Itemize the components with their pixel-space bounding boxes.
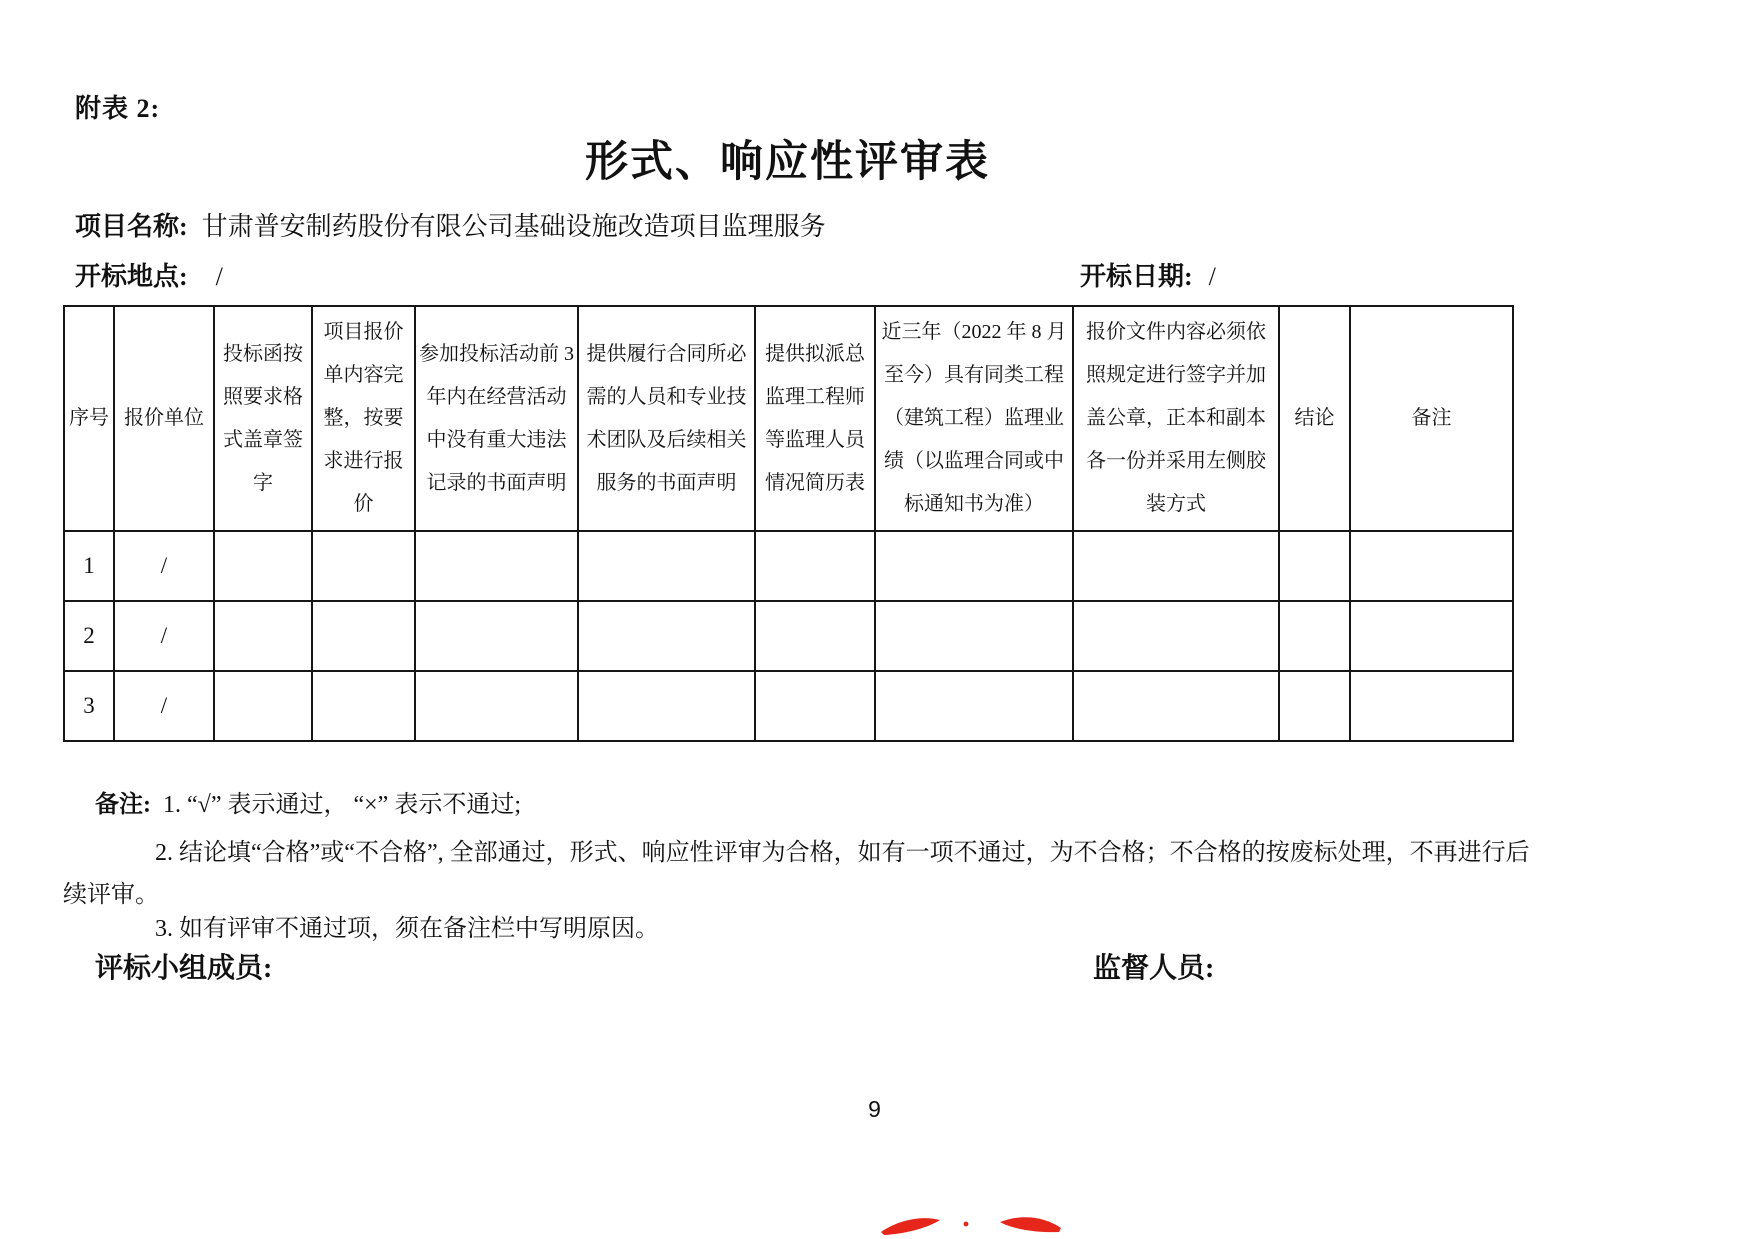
table-cell [214,601,312,671]
table-cell [1073,601,1279,671]
table-cell [1350,601,1513,671]
col-header-binding: 报价文件内容必须依照规定进行签字并加盖公章，正本和副本各一份并采用左侧胶装方式 [1073,306,1279,531]
bid-location-line [75,256,223,293]
table-cell [578,531,755,601]
col-header-bidder: 报价单位 [114,306,214,531]
table-cell [1279,671,1350,741]
page-number: 9 [868,1096,881,1122]
row-seq: 3 [64,671,114,741]
table-row [64,531,1513,601]
table-cell [312,671,415,741]
seal-dot [964,1222,969,1227]
col-header-resume-table: 提供拟派总监理工程师等监理人员情况简历表 [755,306,875,531]
notes-label: 备注: [95,792,151,818]
note-1-text: 1. “√” 表示通过， “×” 表示不通过; [163,792,521,818]
row-bidder: / [114,531,214,601]
project-name-label: 项目名称: [75,212,188,241]
red-seal-stamp-fragment-icon [878,1208,1064,1239]
col-header-personnel-statement: 提供履行合同所必需的人员和专业技术团队及后续相关服务的书面声明 [578,306,755,531]
table-cell [312,601,415,671]
col-header-seq: 序号 [64,306,114,531]
table-cell [1279,531,1350,601]
table-cell [755,671,875,741]
col-header-remark: 备注 [1350,306,1513,531]
col-header-performance: 近三年（2022 年 8 月至今）具有同类工程（建筑工程）监理业绩（以监理合同或中标通知书为准） [875,306,1073,531]
bid-location-label: 开标地点: [75,262,188,291]
table-row [64,671,1513,741]
table-cell [875,601,1073,671]
table-cell [875,671,1073,741]
table-cell [755,601,875,671]
col-header-quote-complete: 项目报价单内容完整，按要求进行报价 [312,306,415,531]
seal-stroke-left [881,1218,940,1235]
row-bidder: / [114,601,214,671]
bid-location-value: / [215,262,223,291]
col-header-no-violation: 参加投标活动前 3 年内在经营活动中没有重大违法记录的书面声明 [415,306,578,531]
table-cell [1073,671,1279,741]
table-cell [1073,531,1279,601]
table-cell [1350,671,1513,741]
note-line-1 [95,790,521,821]
bid-date-value: / [1208,262,1216,291]
table-cell [415,531,578,601]
evaluation-table [63,305,1514,742]
table-cell [1279,601,1350,671]
note-line-2: 2. 结论填“合格”或“不合格”, 全部通过，形式、响应性评审为合格，如有一项不通过，为不合格；不合格的按废标处理，不再进行后 [155,840,1530,866]
page-title: 形式、响应性评审表 [585,139,990,186]
table-cell [578,601,755,671]
table-cell [875,531,1073,601]
col-header-bid-letter: 投标函按照要求格式盖章签字 [214,306,312,531]
table-cell [1350,531,1513,601]
row-seq: 2 [64,601,114,671]
col-header-conclusion: 结论 [1279,306,1350,531]
bid-date-label: 开标日期: [1080,262,1193,291]
table-cell [214,531,312,601]
seal-stroke-right [1000,1217,1061,1232]
project-name-value: 甘肃普安制药股份有限公司基础设施改造项目监理服务 [201,212,826,241]
table-cell [312,531,415,601]
evaluation-team-label: 评标小组成员: [95,953,273,984]
note-line-3: 3. 如有评审不通过项，须在备注栏中写明原因。 [155,916,659,942]
table-cell [214,671,312,741]
table-header-row [64,306,1513,531]
row-bidder: / [114,671,214,741]
table-cell [578,671,755,741]
table-cell [415,601,578,671]
project-name-line [75,206,826,243]
bid-date-line [1080,256,1216,293]
row-seq: 1 [64,531,114,601]
supervisor-label: 监督人员: [1093,953,1215,984]
table-cell [415,671,578,741]
table-cell [755,531,875,601]
note-line-2-continued: 续评审。 [63,882,159,908]
table-row [64,601,1513,671]
appendix-label: 附表 2: [75,94,161,123]
